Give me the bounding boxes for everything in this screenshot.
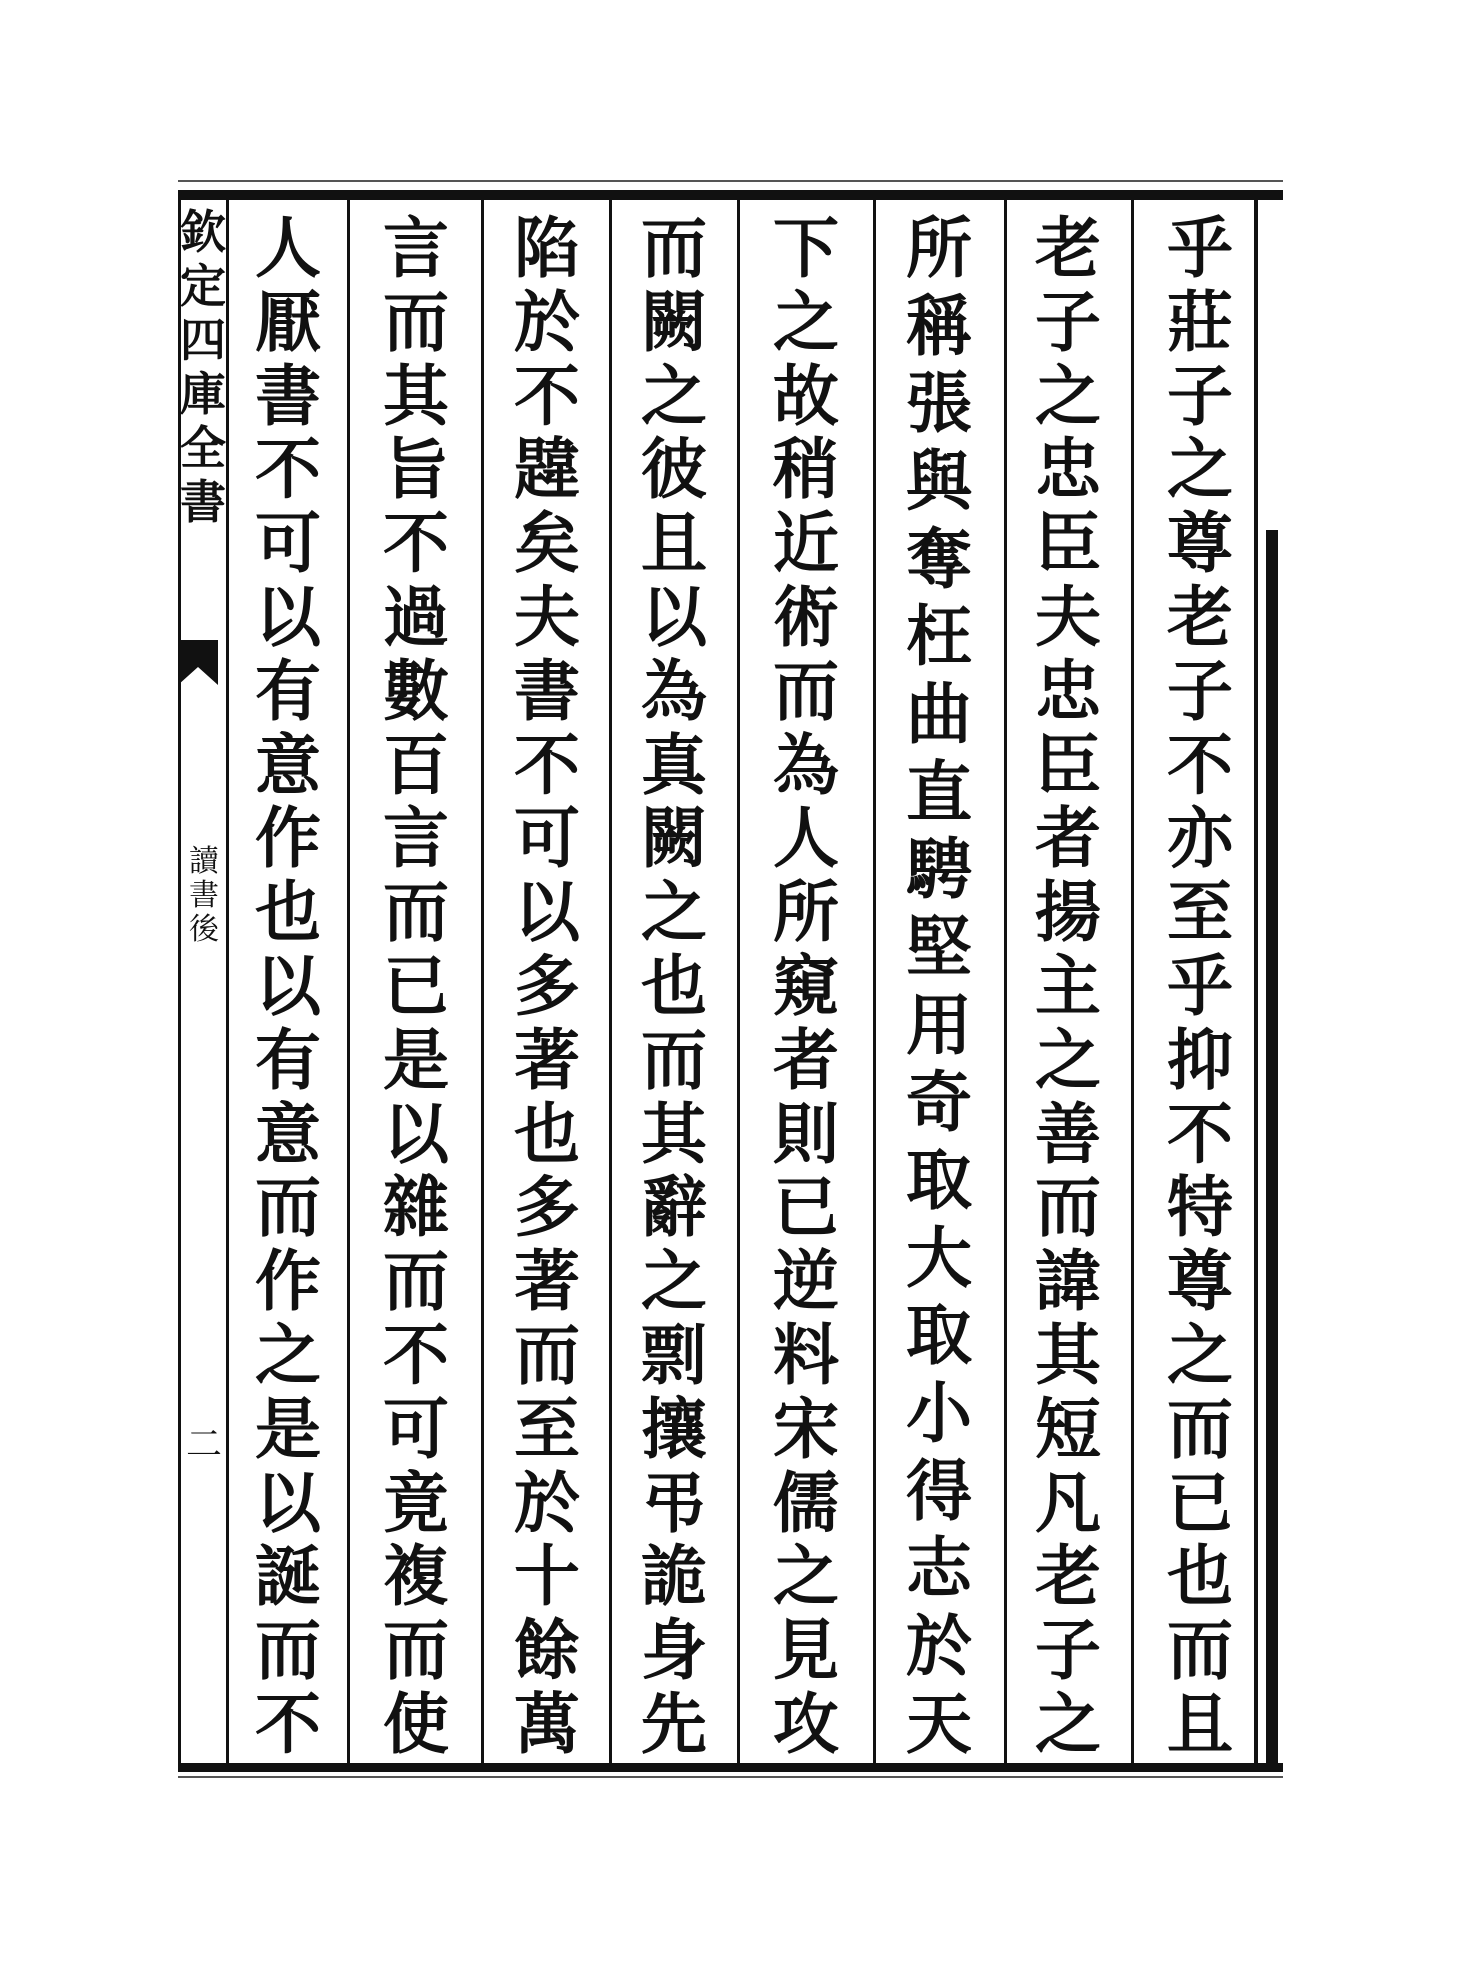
character: 韙 [514,430,580,509]
character: 者 [1035,799,1101,878]
fishtail-mark [178,640,218,685]
text-column-5 [624,209,724,1763]
character: 不 [514,725,580,804]
character: 攘 [641,1389,707,1468]
character: 儒 [773,1463,839,1542]
character: 也 [1167,1537,1233,1616]
character: 闕 [641,282,707,361]
column-divider [609,200,612,1763]
character: 厭 [255,282,321,361]
character: 書 [180,475,226,529]
character: 於 [906,1607,972,1686]
character: 作 [255,799,321,878]
character: 也 [641,946,707,1025]
character: 臣 [1035,725,1101,804]
character: 誕 [255,1537,321,1616]
character: 之 [641,873,707,952]
character: 可 [383,1389,449,1468]
character: 也 [514,1094,580,1173]
character: 之 [1035,1020,1101,1099]
character: 枉 [906,597,972,676]
column-divider [347,200,350,1763]
character: 言 [383,799,449,878]
character: 是 [255,1389,321,1468]
character: 作 [255,1242,321,1321]
character: 庫 [180,367,226,421]
character: 術 [773,577,839,656]
character: 以 [255,946,321,1025]
character: 不 [514,356,580,435]
character: 而 [383,282,449,361]
character: 以 [514,873,580,952]
character: 不 [1167,1094,1233,1173]
bottom-border [178,1763,1283,1772]
character: 取 [906,1141,972,1220]
character: 夫 [1035,577,1101,656]
character: 不 [255,1684,321,1763]
character: 其 [1035,1315,1101,1394]
character: 之 [1035,356,1101,435]
character: 奇 [906,1063,972,1142]
character: 餘 [514,1611,580,1690]
page-number: 二 [186,1424,223,1465]
character: 於 [514,282,580,361]
right-border-inner [1254,200,1258,1772]
character: 有 [255,1020,321,1099]
character: 奪 [906,519,972,598]
character: 後 [189,912,219,947]
character: 人 [773,799,839,878]
character: 讀 [189,844,219,879]
character: 用 [906,985,972,1064]
character: 欽 [180,205,226,259]
character: 見 [773,1611,839,1690]
character: 莊 [1167,282,1233,361]
character: 之 [773,1537,839,1616]
character: 多 [514,946,580,1025]
character: 料 [773,1315,839,1394]
character: 子 [1167,356,1233,435]
character: 而 [383,1242,449,1321]
character: 先 [641,1684,707,1763]
text-column-8 [238,209,338,1763]
character: 諱 [1035,1242,1101,1321]
character: 是 [383,1020,449,1099]
character: 剽 [641,1315,707,1394]
character: 窺 [773,946,839,1025]
text-column-7 [366,209,466,1763]
character: 下 [773,209,839,287]
character: 已 [383,946,449,1025]
character: 不 [383,504,449,583]
character: 騁 [906,830,972,909]
character: 陷 [514,209,580,287]
character: 竟 [383,1463,449,1542]
character: 亦 [1167,799,1233,878]
gutter-title [182,205,224,529]
character: 與 [906,442,972,521]
character: 四 [180,313,226,367]
character: 使 [383,1684,449,1763]
character: 之 [1167,430,1233,509]
column-divider [481,200,484,1763]
character: 而 [1167,1389,1233,1468]
character: 之 [641,1242,707,1321]
character: 而 [383,1611,449,1690]
text-column-1 [1150,209,1250,1763]
text-column-3 [889,209,989,1763]
character: 以 [641,577,707,656]
character: 至 [1167,873,1233,952]
character: 真 [641,725,707,804]
character: 取 [906,1296,972,1375]
text-column-4 [756,209,856,1763]
character: 旨 [383,430,449,509]
character: 稍 [773,430,839,509]
character: 可 [514,799,580,878]
character: 雜 [383,1168,449,1247]
character: 而 [773,651,839,730]
character: 闕 [641,799,707,878]
character: 尊 [1167,1242,1233,1321]
character: 而 [1167,1611,1233,1690]
character: 為 [773,725,839,804]
character: 身 [641,1611,707,1690]
character: 書 [189,878,219,913]
character: 曲 [906,675,972,754]
character: 之 [255,1315,321,1394]
character: 也 [255,873,321,952]
character: 之 [641,356,707,435]
character: 可 [255,504,321,583]
character: 已 [773,1168,839,1247]
character: 主 [1035,946,1101,1025]
character: 而 [1035,1168,1101,1247]
character: 忠 [1035,430,1101,509]
character: 逆 [773,1242,839,1321]
character: 於 [514,1463,580,1542]
character: 不 [1167,725,1233,804]
character: 全 [180,421,226,475]
character: 小 [906,1374,972,1453]
character: 其 [383,356,449,435]
character: 者 [773,1020,839,1099]
character: 志 [906,1529,972,1608]
character: 特 [1167,1168,1233,1247]
character: 書 [514,651,580,730]
character: 尊 [1167,504,1233,583]
character: 臣 [1035,504,1101,583]
character: 不 [255,430,321,509]
gutter-divider [226,200,229,1763]
character: 意 [255,1094,321,1173]
column-divider [1004,200,1007,1763]
character: 子 [1035,282,1101,361]
character: 著 [514,1242,580,1321]
character: 書 [255,356,321,435]
character: 其 [641,1094,707,1173]
character: 堅 [906,908,972,987]
character: 天 [906,1684,972,1763]
character: 故 [773,356,839,435]
character: 百 [383,725,449,804]
character: 大 [906,1218,972,1297]
character: 近 [773,504,839,583]
top-border [178,190,1283,200]
top-border-thin [178,180,1283,182]
character: 所 [773,873,839,952]
character: 之 [1035,1684,1101,1763]
character: 直 [906,752,972,831]
character: 忠 [1035,651,1101,730]
character: 人 [255,209,321,287]
character: 萬 [514,1684,580,1763]
character: 得 [906,1451,972,1530]
bottom-border-thin [178,1776,1283,1778]
character: 老 [1035,209,1101,287]
character: 過 [383,577,449,656]
character: 矣 [514,504,580,583]
character: 而 [641,1020,707,1099]
character: 複 [383,1537,449,1616]
character: 凡 [1035,1463,1101,1542]
character: 抑 [1167,1020,1233,1099]
character: 善 [1035,1094,1101,1173]
character: 言 [383,209,449,287]
character: 宋 [773,1389,839,1468]
character: 短 [1035,1389,1101,1468]
character: 弔 [641,1463,707,1542]
character: 已 [1167,1463,1233,1542]
character: 乎 [1167,209,1233,287]
character: 乎 [1167,946,1233,1025]
text-column-2 [1018,209,1118,1763]
gutter-chapter [186,845,222,947]
character: 則 [773,1094,839,1173]
character: 且 [1167,1684,1233,1763]
character: 攻 [773,1684,839,1763]
character: 張 [906,364,972,443]
character: 老 [1167,577,1233,656]
character: 辭 [641,1168,707,1247]
character: 以 [255,1463,321,1542]
character: 夫 [514,577,580,656]
character: 意 [255,725,321,804]
character: 之 [773,282,839,361]
column-divider [873,200,876,1763]
character: 定 [180,259,226,313]
character: 之 [1167,1315,1233,1394]
character: 著 [514,1020,580,1099]
character: 以 [383,1094,449,1173]
character: 子 [1167,651,1233,730]
character: 至 [514,1389,580,1468]
character: 以 [255,577,321,656]
character: 而 [514,1315,580,1394]
character: 且 [641,504,707,583]
character: 彼 [641,430,707,509]
character: 有 [255,651,321,730]
character: 而 [641,209,707,287]
character: 不 [383,1315,449,1394]
text-column-6 [497,209,597,1763]
character: 稱 [906,286,972,365]
character: 而 [383,873,449,952]
character: 數 [383,651,449,730]
character: 所 [906,209,972,287]
character: 十 [514,1537,580,1616]
character: 老 [1035,1537,1101,1616]
character: 多 [514,1168,580,1247]
character: 子 [1035,1611,1101,1690]
column-divider [737,200,740,1763]
character: 而 [255,1168,321,1247]
column-divider [1131,200,1134,1763]
character: 詭 [641,1537,707,1616]
right-border [1266,530,1278,1772]
character: 而 [255,1611,321,1690]
character: 揚 [1035,873,1101,952]
character: 為 [641,651,707,730]
